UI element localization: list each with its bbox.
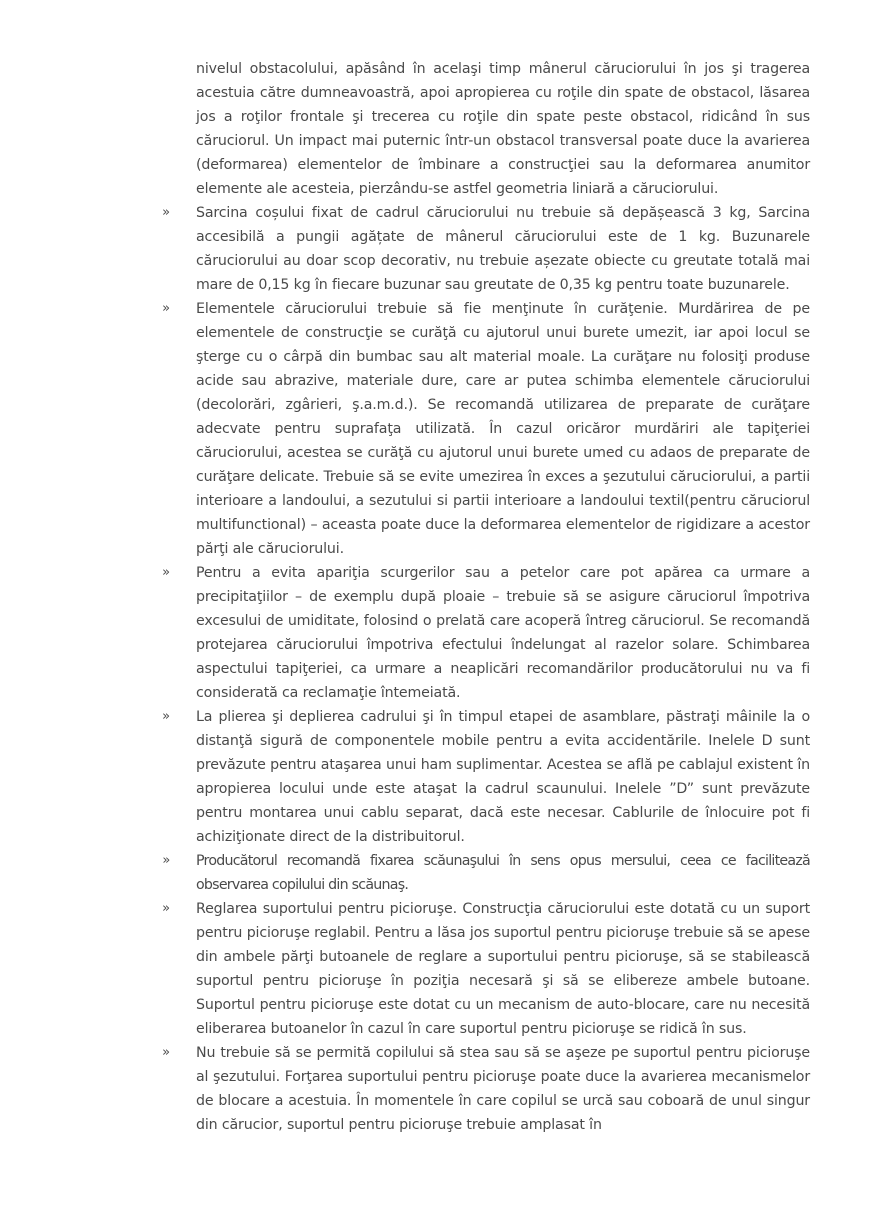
list-item-text: Pentru a evita apariţia scurgerilor sau a petelor care pot apărea ca urmare a precipitaţiilor – de exemplu după ploaie – trebuie să se asigure căruciorul împotriva excesului de umiditate, folosind o prelată care acoperă întreg căruciorul. Se recomandă protejarea căruciorului împotriva efectului îndelungat al razelor solare. Schimbarea aspectului tapiţeriei, ca urmare a neaplicări recomandărilor producătorului nu va fi considerată ca reclamaţie întemeiată. xyxy=(196,565,810,701)
bullet-marker: » xyxy=(162,301,170,316)
bullet-marker: » xyxy=(162,709,170,724)
bullet-marker: » xyxy=(162,565,170,580)
list-item-text: Sarcina coșului fixat de cadrul căruciorului nu trebuie să depășească 3 kg, Sarcina accesibilă a pungii agățate de mânerul căruciorului este de 1 kg. Buzunarele căruciorului au doar scop decorativ, nu trebuie așezate obiecte cu greutate totală mai mare de 0,15 kg în fiecare buzunar sau greutate de 0,35 kg pentru toate buzunarele. xyxy=(196,205,810,293)
list-item-footrest-adjustment xyxy=(162,897,810,1041)
list-item-basket-load xyxy=(162,201,810,297)
bullet-marker: » xyxy=(162,1045,170,1060)
list-item-text: Nu trebuie să se permită copilului să stea sau să se aşeze pe suportul pentru picioruşe al şezutului. Forţarea suportului pentru picioruşe poate duce la avarierea mecanismelor de blocare a acestuia. În momentele în care copilul se urcă sau coboară de unul singur din cărucior, suportul pentru picioruşe trebuie amplasat în xyxy=(196,1045,810,1133)
document-page xyxy=(0,57,873,1137)
list-item-text: Elementele căruciorului trebuie să fie menţinute în curăţenie. Murdărirea de pe elementele de construcţie se curăţă cu ajutorul unui burete umezit, iar apoi locul se şterge cu o cârpă din bumbac sau alt material moale. La curăţare nu folosiţi produse acide sau abrazive, materiale dure, care ar putea schimba elementele căruciorului (decolorări, zgârieri, ş.a.m.d.). Se recomandă utilizarea de preparate de curăţare adecvate pentru suprafaţa utilizată. În cazul oricăror murdăriri ale tapiţeriei căruciorului, acestea se curăţă cu ajutorul unui burete umed cu adaos de preparate de curăţare delicate. Trebuie să se evite umezirea în exces a şezutului căruciorului, a partii interioare a landoului, a sezutului si partii interioare a landoului textil(pentru căruciorul multifunctional) – aceasta poate duce la deformarea elementelor de rigidizare a acestor părţi ale căruciorului. xyxy=(196,301,810,557)
continuation-paragraph: nivelul obstacolului, apăsând în acelaşi timp mânerul căruciorului în jos şi tragerea acestuia către dumneavoastră, apoi apropierea cu roţile din spate de obstacol, lăsarea jos a roţilor frontale şi trecerea cu roţile din spate peste obstacol, ridicând în sus căruciorul. Un impact mai puternic într-un obstacol transversal poate duce la avarierea (deformarea) elementelor de îmbinare a construcţiei sau la deformarea anumitor elemente ale acesteia, pierzându-se astfel geometria liniară a căruciorului. xyxy=(196,61,810,197)
list-item-rain-protection xyxy=(162,561,810,705)
bullet-marker: » xyxy=(162,205,170,220)
list-item-cleaning xyxy=(162,297,810,561)
bullet-marker: » xyxy=(162,901,170,916)
bullet-marker: » xyxy=(162,853,170,868)
list-item-text: Producătorul recomandă fixarea scăunaşului în sens opus mersului, ceea ce facilitează observarea copilului din scăunaş. xyxy=(196,853,810,893)
list-item-text: La plierea şi deplierea cadrului şi în timpul etapei de asamblare, păstraţi mâinile la o distanţă sigură de componentele mobile pentru a evita accidentările. Inelele D sunt prevăzute pentru ataşarea unui ham suplimentar. Acestea se află pe cablajul existent în apropierea locului unde este ataşat la cadrul scaunului. Inelele ”D” sunt prevăzute pentru montarea unui cablu separat, dacă este necesar. Cablurile de înlocuire pot fi achiziţionate direct de la distribuitorul. xyxy=(196,709,810,845)
list-item-text: Reglarea suportului pentru picioruşe. Construcţia căruciorului este dotată cu un suport pentru picioruşe reglabil. Pentru a lăsa jos suportul pentru picioruşe trebuie să se apese din ambele părţi butoanele de reglare a suportului pentru picioruşe, să se stabilească suportul pentru picioruşe în poziţia necesară şi să se elibereze ambele butoane. Suportul pentru picioruşe este dotat cu un mecanism de auto-blocare, care nu necesită eliberarea butoanelor în cazul în care suportul pentru picioruşe se ridică în sus. xyxy=(196,901,810,1037)
list-item-seat-direction xyxy=(162,849,810,897)
list-item-folding-safety xyxy=(162,705,810,849)
list-item-footrest-warning xyxy=(162,1041,810,1137)
